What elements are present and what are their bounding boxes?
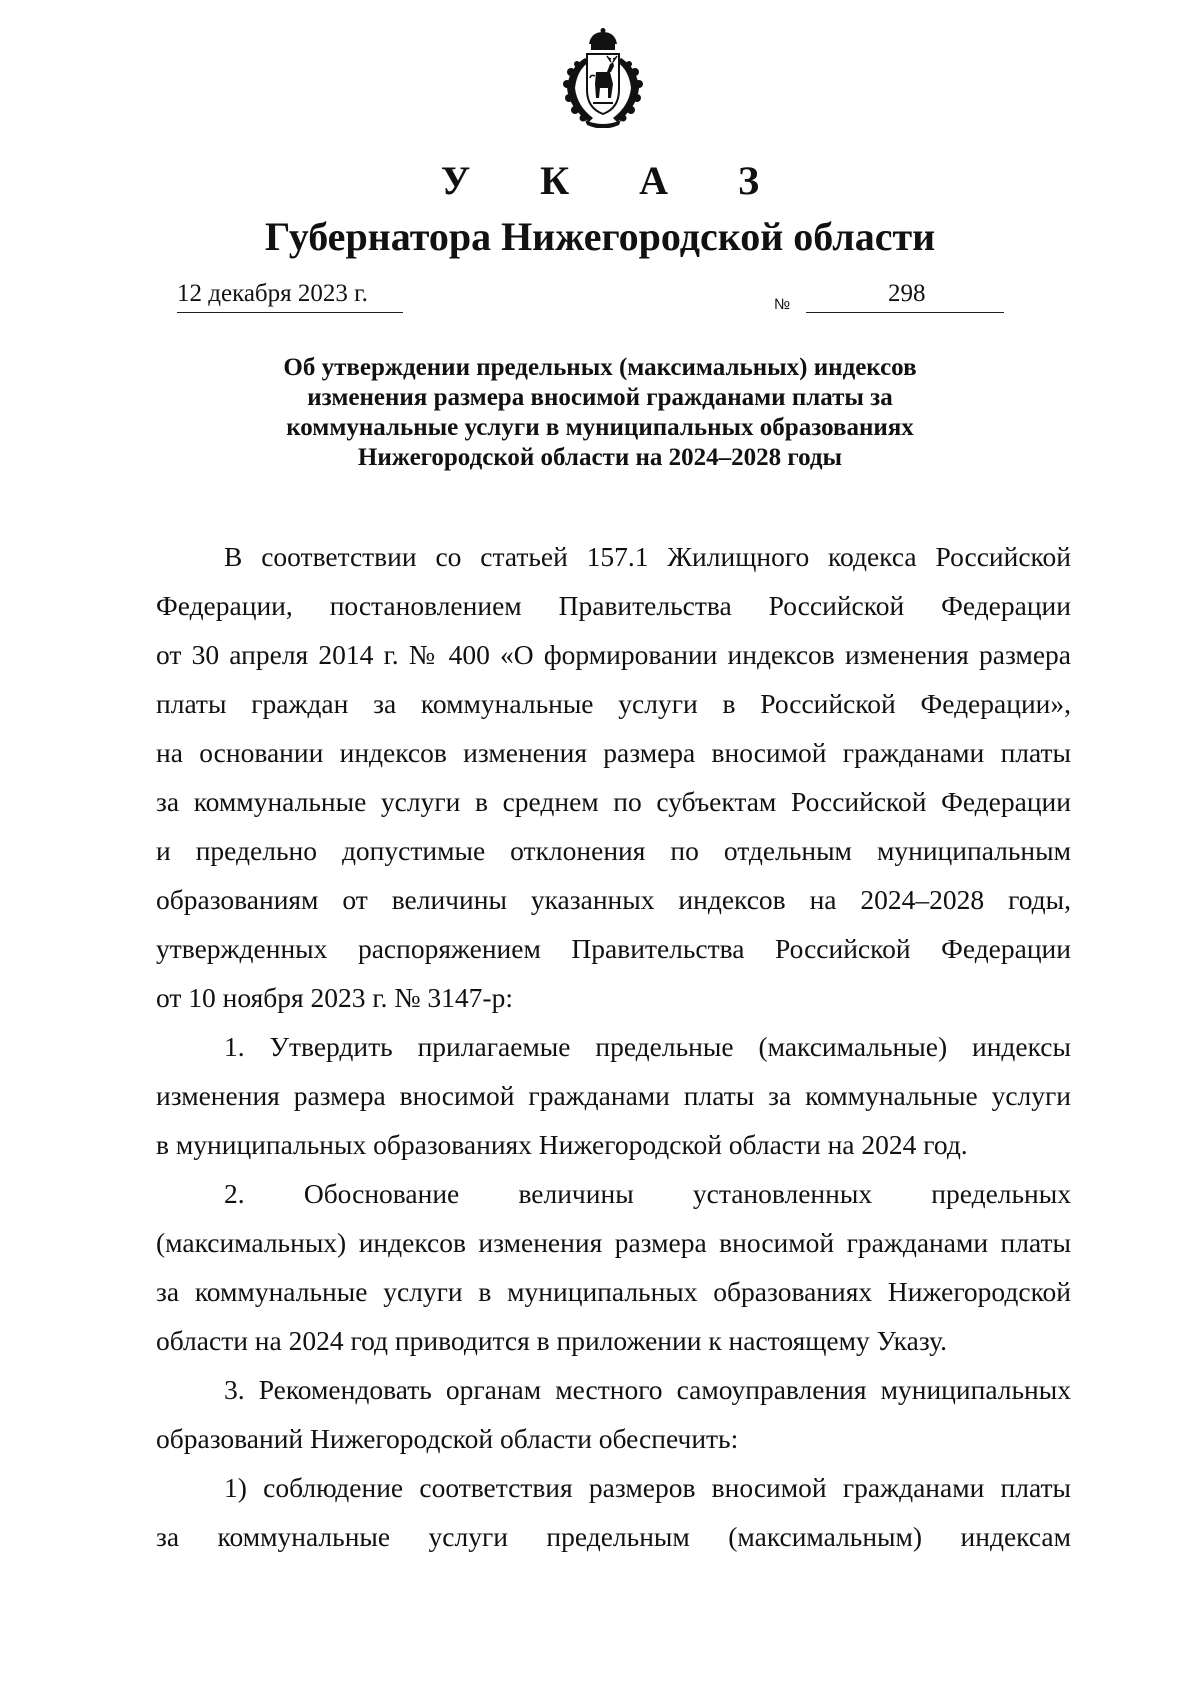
text-line: 1) соблюдение соответствия размеров вносимой гражданами платы xyxy=(224,1472,1071,1503)
subject-line: изменения размера вносимой гражданами платы за xyxy=(307,384,893,411)
text-line: Федерации, постановлением Правительства Российской Федерации xyxy=(156,590,1071,621)
coat-of-arms-icon xyxy=(555,28,651,128)
text-line: области на 2024 год приводится в приложении к настоящему Указу. xyxy=(156,1325,947,1356)
text-line: за коммунальные услуги в муниципальных образованиях Нижегородской xyxy=(156,1276,1071,1307)
decree-date: 12 декабря 2023 г. xyxy=(177,278,403,313)
text-line: 1. Утвердить прилагаемые предельные (максимальные) индексы xyxy=(224,1031,1071,1062)
text-line: на основании индексов изменения размера вносимой гражданами платы xyxy=(156,737,1071,768)
item-2-paragraph xyxy=(156,1177,1071,1373)
text-line: (максимальных) индексов изменения размера вносимой гражданами платы xyxy=(156,1227,1071,1258)
text-line: за коммунальные услуги в среднем по субъектам Российской Федерации xyxy=(156,786,1071,817)
text-line: от 10 ноября 2023 г. № 3147-р: xyxy=(156,982,513,1013)
text-line: платы граждан за коммунальные услуги в Российской Федерации», xyxy=(156,688,1071,719)
subject-line: Нижегородской области на 2024–2028 годы xyxy=(357,444,843,471)
subject-line: коммунальные услуги в муниципальных образованиях xyxy=(286,414,914,441)
subject-line: Об утверждении предельных (максимальных) индексов xyxy=(283,354,917,381)
issuer-title: Губернатора Нижегородской области xyxy=(264,214,936,259)
text-line: образований Нижегородской области обеспечить: xyxy=(156,1423,739,1454)
decree-body xyxy=(156,540,1071,1569)
text-line: образованиям от величины указанных индексов на 2024–2028 годы, xyxy=(156,884,1071,915)
item-3-1-paragraph xyxy=(156,1471,1071,1569)
item-1-paragraph xyxy=(156,1030,1071,1177)
text-line: от 30 апреля 2014 г. № 400 «О формировании индексов изменения размера xyxy=(156,639,1071,670)
text-line: 2. Обоснование величины установленных предельных xyxy=(224,1178,1071,1209)
text-line: изменения размера вносимой гражданами платы за коммунальные услуги xyxy=(156,1080,1071,1111)
text-line: за коммунальные услуги предельным (максимальным) индексам xyxy=(156,1521,1071,1552)
decree-subject xyxy=(150,353,1050,473)
text-line: и предельно допустимые отклонения по отдельным муниципальным xyxy=(156,835,1071,866)
text-line: В соответствии со статьей 157.1 Жилищного кодекса Российской xyxy=(224,541,1071,572)
item-3-paragraph xyxy=(156,1373,1071,1471)
text-line: утвержденных распоряжением Правительства Российской Федерации xyxy=(156,933,1071,964)
decree-number: 298 xyxy=(806,278,1004,313)
preamble-paragraph xyxy=(156,540,1071,1030)
text-line: 3. Рекомендовать органам местного самоуправления муниципальных xyxy=(224,1374,1071,1405)
number-label: № xyxy=(774,296,791,313)
text-line: в муниципальных образованиях Нижегородской области на 2024 год. xyxy=(156,1129,968,1160)
decree-title: У К А З xyxy=(440,158,790,203)
